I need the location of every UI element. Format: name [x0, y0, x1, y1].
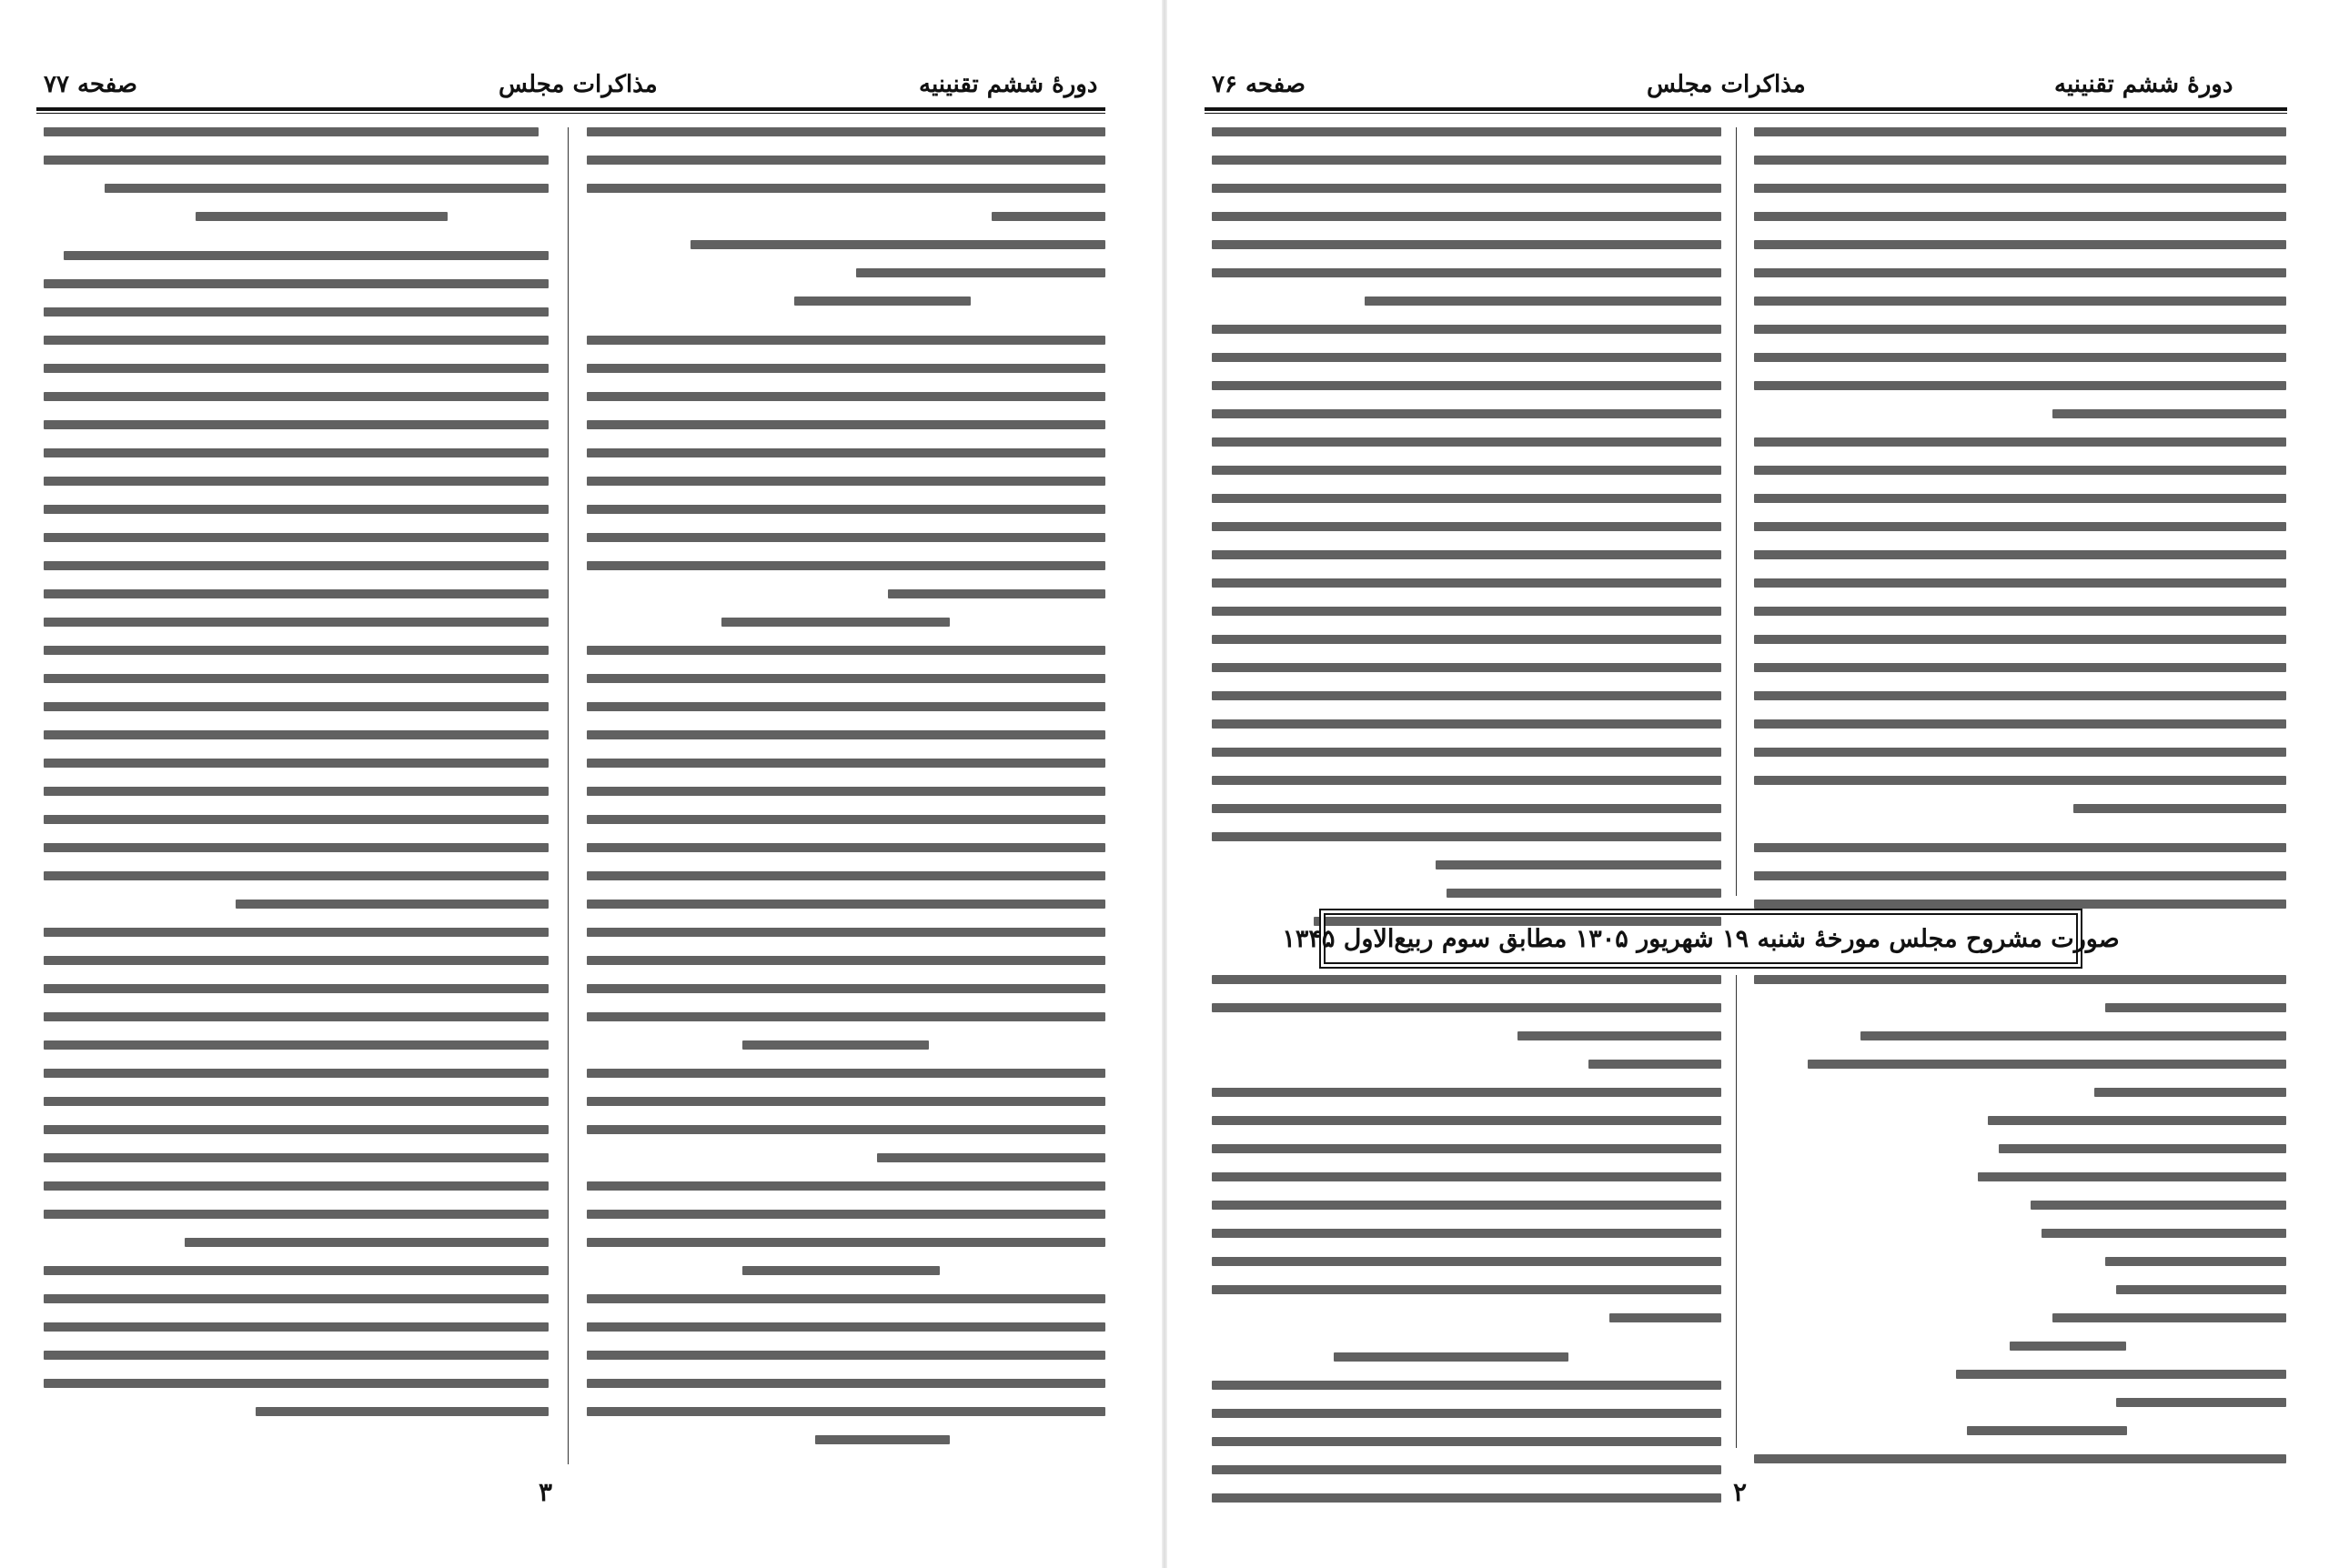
- right-page-column-inner-upper: [1212, 127, 1721, 800]
- left-page: [0, 0, 1164, 1568]
- right-page-label: صفحه ۷۶: [1212, 71, 1306, 98]
- left-header-title: مذاکرات مجلس: [499, 71, 658, 98]
- right-page: [1164, 0, 2329, 1568]
- text-lines: [1212, 127, 1721, 945]
- right-header-session: دورهٔ ششم تقنینیه: [2054, 71, 2233, 98]
- right-footer-page-number: ۲: [1733, 1477, 1748, 1507]
- right-page-column-inner-lower: [1212, 975, 1721, 1448]
- left-footer-page-number: ۳: [539, 1477, 553, 1507]
- text-lines: [1212, 975, 1721, 1522]
- right-page-column-divider-lower: [1736, 975, 1737, 1448]
- text-lines: [1754, 975, 2286, 1483]
- right-page-column-outer-lower: [1754, 975, 2286, 1448]
- right-header-rule: [1205, 107, 2287, 111]
- text-lines: [587, 127, 1105, 1463]
- left-page-column-inner: [587, 127, 1105, 1464]
- text-lines: [1754, 127, 2286, 928]
- left-page-column-outer: [44, 127, 549, 1464]
- right-page-column-divider: [1736, 127, 1737, 896]
- left-header-rule-thin: [36, 113, 1105, 114]
- session-title-box: [1282, 913, 2120, 964]
- right-page-column-outer-upper: [1754, 127, 2286, 800]
- left-page-column-divider: [568, 127, 569, 1464]
- text-lines: [44, 127, 549, 1435]
- left-header-rule: [36, 107, 1105, 111]
- left-page-label: صفحه ۷۷: [44, 71, 137, 98]
- right-header-rule-thin: [1205, 113, 2287, 114]
- session-title: صورت مشروح مجلس مورخهٔ شنبه ۱۹ شهریور ۱۳۰۵ مطابق سوم ربیع‌الاول ۱۳۴۵: [1282, 924, 2120, 953]
- right-header-title: مذاکرات مجلس: [1647, 71, 1806, 98]
- left-header-session: دورهٔ ششم تقنینیه: [919, 71, 1098, 98]
